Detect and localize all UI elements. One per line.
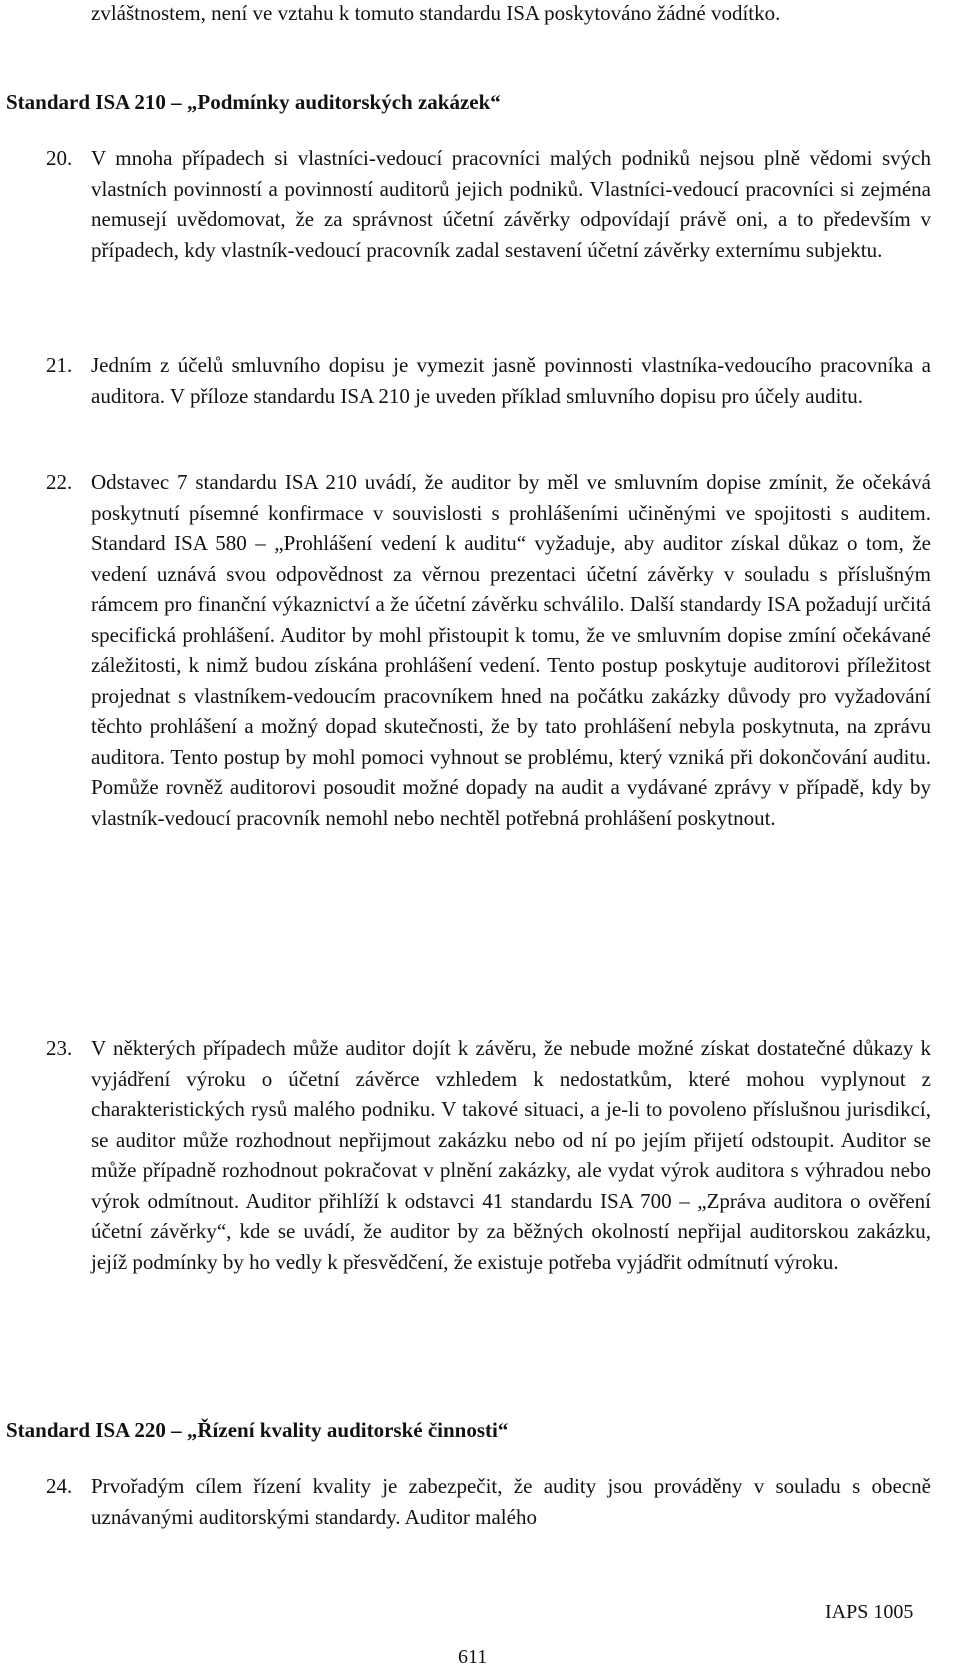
paragraph-number: 23.	[46, 1036, 73, 1060]
paragraph-text: Jedním z účelů smluvního dopisu je vymezit jasně povinnosti vlastníka-vedoucího pracovníka a auditora. V příloze standardu ISA 210 je uveden příklad smluvního dopisu pro účely auditu.	[91, 353, 931, 408]
continuation-text: zvláštnostem, není ve vztahu k tomuto standardu ISA poskytováno žádné vodítko.	[91, 1, 781, 25]
section-heading-isa-210: Standard ISA 210 – „Podmínky auditorských zakázek“	[6, 90, 501, 114]
page-number: 611	[458, 1646, 488, 1668]
paragraph-number: 20.	[46, 146, 73, 170]
paragraph-text: V některých případech může auditor dojít k závěru, že nebude možné získat dostatečné důkazy k vyjádření výroku o účetní závěrce vzhledem k nedostatkům, které mohou vyplynout z charakteristických rysů malého podniku. V takové situaci, a je-li to povoleno příslušnou jurisdikcí, se auditor může rozhodnout nepřijmout zakázku nebo od ní po jejím přijetí odstoupit. Auditor se může případně rozhodnout pokračovat v plnění zakázky, ale vydat výrok auditora s výhradou nebo výrok odmítnout. Auditor přihlíží k odstavci 41 standardu ISA 700 – „Zpráva auditora o ověření účetní závěrky“, kde se uvádí, že auditor by za běžných okolností nepřijal auditorskou zakázku, jejíž podmínky by ho vedly k přesvědčení, že existuje potřeba vyjádřit odmítnutí výroku.	[91, 1036, 931, 1274]
paragraph-text: Prvořadým cílem řízení kvality je zabezpečit, že audity jsou prováděny v souladu s obecně uznávanými auditorskými standardy. Auditor malého	[91, 1474, 931, 1529]
footer-standard-code: IAPS 1005	[825, 1601, 914, 1623]
section-heading-isa-220: Standard ISA 220 – „Řízení kvality auditorské činnosti“	[6, 1418, 509, 1442]
paragraph-number: 21.	[46, 353, 73, 377]
paragraph-text: Odstavec 7 standardu ISA 210 uvádí, že auditor by měl ve smluvním dopise zmínit, že očekává poskytnutí písemné konfirmace v souvislosti s prohlášeními učiněnými ve spojitosti s auditem. Standard ISA 580 – „Prohlášení vedení k auditu“ vyžaduje, aby auditor získal důkaz o tom, že vedení uznává svou odpovědnost za věrnou prezentaci účetní závěrky v souladu s příslušným rámcem pro finanční výkaznictví a že účetní závěrku schválilo. Další standardy ISA požadují určitá specifická prohlášení. Auditor by mohl přistoupit k tomu, že ve smluvním dopise zmíní očekávané záležitosti, k nimž budou získána prohlášení vedení. Tento postup poskytuje auditorovi příležitost projednat s vlastníkem-vedoucím pracovníkem hned na počátku zakázky důvody pro vyžadování těchto prohlášení a možný dopad skutečnosti, že by tato prohlášení nebyla poskytnuta, na zprávu auditora. Tento postup by mohl pomoci vyhnout se problému, který vzniká při dokončování auditu. Pomůže rovněž auditorovi posoudit možné dopady na audit a vydávané zprávy v případě, kdy by vlastník-vedoucí pracovník nemohl nebo nechtěl potřebná prohlášení poskytnout.	[91, 470, 931, 830]
paragraph-number: 22.	[46, 470, 73, 494]
paragraph-text: V mnoha případech si vlastníci-vedoucí pracovníci malých podniků nejsou plně vědomi svých vlastních povinností a povinností auditorů jejich podniků. Vlastníci-vedoucí pracovníci si zejména nemusejí uvědomovat, že za správnost účetní závěrky odpovídají právě oni, a to především v případech, kdy vlastník-vedoucí pracovník zadal sestavení účetní závěrky externímu subjektu.	[91, 146, 931, 262]
paragraph-number: 24.	[46, 1474, 73, 1498]
